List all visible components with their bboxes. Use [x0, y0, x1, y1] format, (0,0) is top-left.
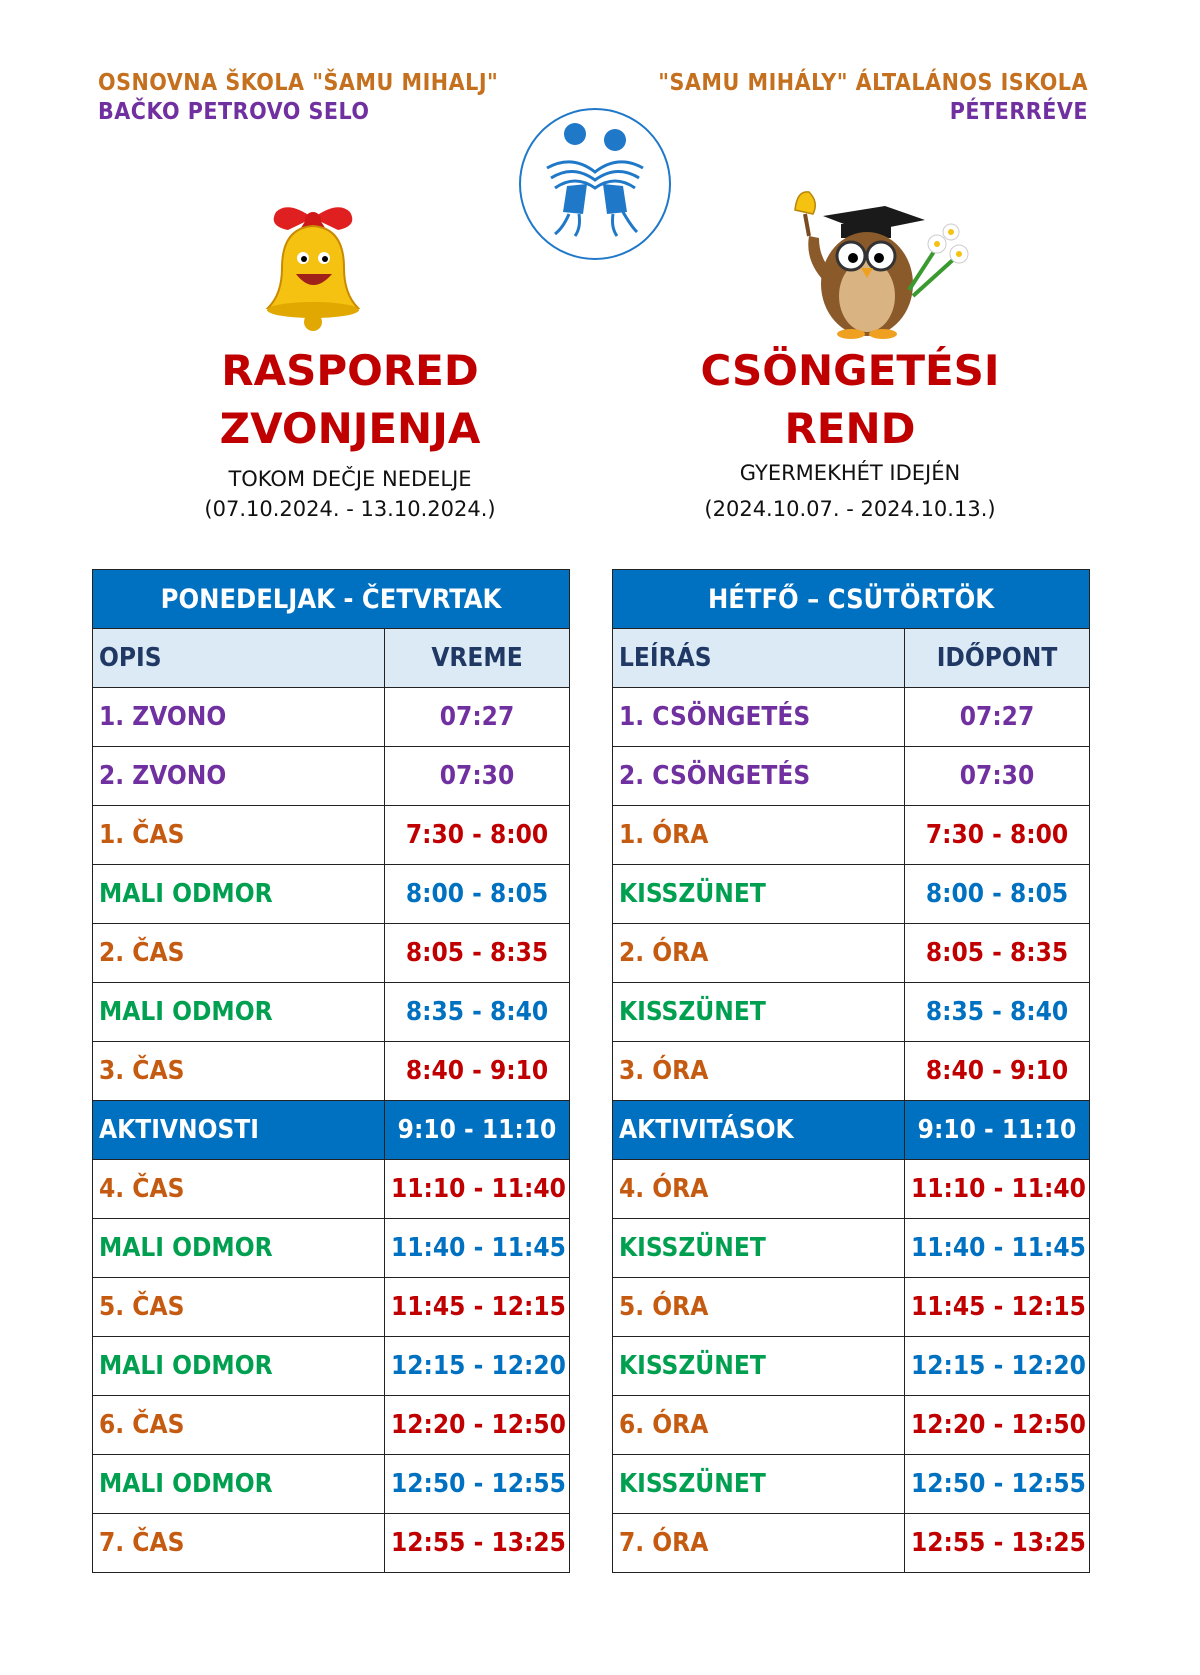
row-time: 7:30 - 8:00 — [905, 806, 1090, 865]
row-time: 07:30 — [905, 747, 1090, 806]
row-time: 12:50 - 12:55 — [385, 1455, 570, 1514]
table-row — [613, 865, 1090, 924]
subtitle-hungarian: GYERMEKHÉT IDEJÉN — [739, 461, 961, 485]
table-row — [93, 688, 570, 747]
title-hungarian-line2: REND — [784, 404, 916, 453]
row-label: AKTIVNOSTI — [93, 1101, 385, 1160]
table-row — [93, 1337, 570, 1396]
row-time: 12:50 - 12:55 — [905, 1455, 1090, 1514]
column-header-time: IDŐPONT — [905, 629, 1090, 688]
row-time: 11:10 - 11:40 — [385, 1160, 570, 1219]
row-time: 11:45 - 12:15 — [905, 1278, 1090, 1337]
row-time: 8:00 - 8:05 — [385, 865, 570, 924]
row-label: MALI ODMOR — [93, 1455, 385, 1514]
row-label: 2. ČAS — [93, 924, 385, 983]
table-row — [613, 924, 1090, 983]
owl-icon — [775, 180, 985, 340]
row-label: KISSZÜNET — [613, 1455, 905, 1514]
row-label: 2. CSÖNGETÉS — [613, 747, 905, 806]
row-label: 6. ČAS — [93, 1396, 385, 1455]
table-row — [93, 806, 570, 865]
row-time: 12:55 - 13:25 — [905, 1514, 1090, 1573]
row-time: 8:35 - 8:40 — [905, 983, 1090, 1042]
row-label: 5. ČAS — [93, 1278, 385, 1337]
row-label: KISSZÜNET — [613, 1337, 905, 1396]
column-header-description: OPIS — [93, 629, 385, 688]
table-row — [93, 1219, 570, 1278]
table-row — [613, 806, 1090, 865]
table-row — [613, 1396, 1090, 1455]
table-row — [613, 1160, 1090, 1219]
row-label: 7. ČAS — [93, 1514, 385, 1573]
row-label: MALI ODMOR — [93, 1219, 385, 1278]
row-time: 9:10 - 11:10 — [385, 1101, 570, 1160]
table-row — [613, 1219, 1090, 1278]
school-town-hungarian: PÉTERRÉVE — [949, 99, 1088, 125]
row-label: 1. ZVONO — [93, 688, 385, 747]
table-row — [93, 1455, 570, 1514]
row-label: 4. ÓRA — [613, 1160, 905, 1219]
column-header-description: LEÍRÁS — [613, 629, 905, 688]
row-label: KISSZÜNET — [613, 1219, 905, 1278]
table-row-activities — [93, 1101, 570, 1160]
title-serbian-line1: RASPORED — [221, 346, 479, 395]
table-row — [613, 1337, 1090, 1396]
table-row — [93, 983, 570, 1042]
table-row — [93, 1396, 570, 1455]
row-time: 11:45 - 12:15 — [385, 1278, 570, 1337]
row-time: 8:05 - 8:35 — [385, 924, 570, 983]
row-time: 7:30 - 8:00 — [385, 806, 570, 865]
row-time: 8:00 - 8:05 — [905, 865, 1090, 924]
row-time: 8:40 - 9:10 — [905, 1042, 1090, 1101]
row-label: 4. ČAS — [93, 1160, 385, 1219]
row-label: 1. ÓRA — [613, 806, 905, 865]
row-time: 12:20 - 12:50 — [385, 1396, 570, 1455]
dates-hungarian: (2024.10.07. - 2024.10.13.) — [704, 497, 996, 521]
row-label: 1. CSÖNGETÉS — [613, 688, 905, 747]
row-label: 6. ÓRA — [613, 1396, 905, 1455]
school-logo-icon — [517, 106, 673, 262]
row-time: 12:15 - 12:20 — [905, 1337, 1090, 1396]
title-hungarian-line1: CSÖNGETÉSI — [700, 346, 1000, 395]
row-time: 07:30 — [385, 747, 570, 806]
schedule-table-hungarian — [612, 569, 1090, 1573]
row-label: 7. ÓRA — [613, 1514, 905, 1573]
row-time: 12:15 - 12:20 — [385, 1337, 570, 1396]
table-heading: HÉTFŐ – CSÜTÖRTÖK — [613, 570, 1090, 629]
bell-icon — [258, 196, 368, 336]
row-label: 5. ÓRA — [613, 1278, 905, 1337]
table-row — [93, 1160, 570, 1219]
row-time: 12:55 - 13:25 — [385, 1514, 570, 1573]
table-row — [93, 1042, 570, 1101]
row-label: 2. ZVONO — [93, 747, 385, 806]
row-time: 9:10 - 11:10 — [905, 1101, 1090, 1160]
row-time: 07:27 — [905, 688, 1090, 747]
schedule-table-serbian — [92, 569, 570, 1573]
row-label: 3. ÓRA — [613, 1042, 905, 1101]
row-label: KISSZÜNET — [613, 983, 905, 1042]
row-time: 8:35 - 8:40 — [385, 983, 570, 1042]
table-row — [93, 747, 570, 806]
row-time: 8:40 - 9:10 — [385, 1042, 570, 1101]
row-label: MALI ODMOR — [93, 983, 385, 1042]
row-label: MALI ODMOR — [93, 865, 385, 924]
school-name-serbian: OSNOVNA ŠKOLA "ŠAMU MIHALJ" — [98, 70, 499, 96]
table-row-activities — [613, 1101, 1090, 1160]
column-header-time: VREME — [385, 629, 570, 688]
row-time: 07:27 — [385, 688, 570, 747]
table-row — [613, 688, 1090, 747]
row-time: 11:10 - 11:40 — [905, 1160, 1090, 1219]
row-time: 8:05 - 8:35 — [905, 924, 1090, 983]
title-serbian-line2: ZVONJENJA — [219, 404, 481, 453]
table-row — [613, 983, 1090, 1042]
row-label: AKTIVITÁSOK — [613, 1101, 905, 1160]
row-time: 11:40 - 11:45 — [385, 1219, 570, 1278]
row-time: 12:20 - 12:50 — [905, 1396, 1090, 1455]
school-name-hungarian: "SAMU MIHÁLY" ÁLTALÁNOS ISKOLA — [658, 70, 1088, 96]
table-row — [613, 1455, 1090, 1514]
row-label: 1. ČAS — [93, 806, 385, 865]
table-row — [613, 1514, 1090, 1573]
subtitle-serbian: TOKOM DEČJE NEDELJE — [228, 467, 472, 491]
row-label: 2. ÓRA — [613, 924, 905, 983]
row-label: 3. ČAS — [93, 1042, 385, 1101]
table-row — [93, 924, 570, 983]
table-row — [93, 1278, 570, 1337]
row-label: KISSZÜNET — [613, 865, 905, 924]
table-row — [613, 747, 1090, 806]
school-town-serbian: BAČKO PETROVO SELO — [98, 99, 370, 125]
table-heading: PONEDELJAK - ČETVRTAK — [93, 570, 570, 629]
table-row — [613, 1042, 1090, 1101]
table-row — [93, 1514, 570, 1573]
row-label: MALI ODMOR — [93, 1337, 385, 1396]
row-time: 11:40 - 11:45 — [905, 1219, 1090, 1278]
table-row — [613, 1278, 1090, 1337]
dates-serbian: (07.10.2024. - 13.10.2024.) — [204, 497, 496, 521]
table-row — [93, 865, 570, 924]
